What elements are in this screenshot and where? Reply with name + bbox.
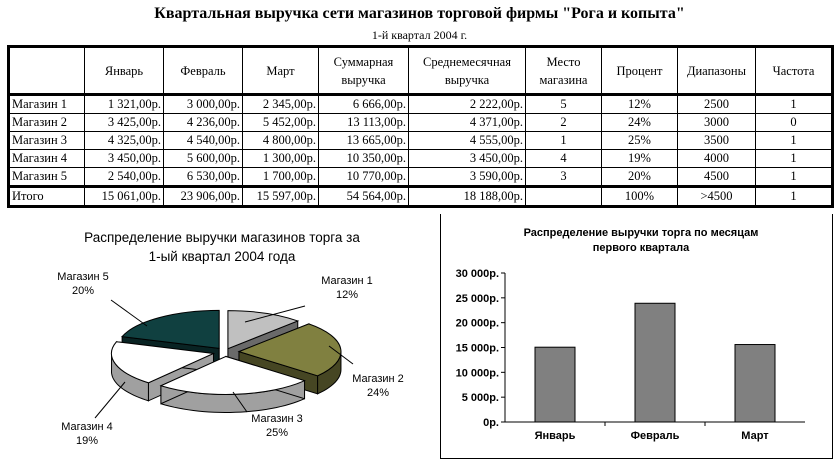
y-tick-label: 0р. (483, 417, 499, 429)
pie-chart-panel (7, 214, 437, 458)
table-row-cell: 6 666,00р. (319, 95, 409, 114)
table-row-cell: 5 600,00р. (164, 150, 243, 168)
table-row-cell: 6 530,00р. (164, 168, 243, 187)
pie-slice-name: Магазин 3 (251, 413, 303, 425)
table-row-cell: 3 000,00р. (164, 95, 243, 114)
bar-chart-panel (440, 214, 833, 459)
table-total-row-cell: 54 564,00р. (319, 187, 409, 207)
table-header-row-cell: Диапазоны (678, 47, 756, 95)
table-row-cell: 2500 (678, 95, 756, 114)
table-total-row-cell: 18 188,00р. (409, 187, 526, 207)
table-total-row-cell: 100% (602, 187, 678, 207)
y-tick-label: 10 000р. (455, 367, 499, 380)
table-header-row-cell: Место магазина (526, 47, 602, 95)
table-row-cell: 3000 (678, 114, 756, 132)
table-row-cell: 3500 (678, 132, 756, 150)
table-total-row-cell: 23 906,00р. (164, 187, 243, 207)
bar (735, 345, 775, 422)
table-row (9, 95, 833, 114)
table-row-cell: 1 700,00р. (243, 168, 319, 187)
table-header-row-cell: Февраль (164, 47, 243, 95)
table-row-cell: 2 222,00р. (409, 95, 526, 114)
table-total-row-cell: 1 (756, 187, 833, 207)
table-header-row-cell: Частота (756, 47, 833, 95)
table-total-row-cell (526, 187, 602, 207)
pie-leader-line (111, 300, 147, 326)
y-tick-label: 5 000р. (461, 392, 499, 405)
table-row (9, 132, 833, 150)
table-row-cell: 5 (526, 95, 602, 114)
table-row-cell: 4000 (678, 150, 756, 168)
table-header-row (9, 47, 833, 95)
table-row-cell: 1 (756, 168, 833, 187)
x-tick-label: Март (741, 430, 769, 442)
pie-slice-name: Магазин 4 (61, 421, 113, 433)
table-total-row-cell: >4500 (678, 187, 756, 207)
table-row-cell: Магазин 3 (9, 132, 85, 150)
table-header-row-cell (9, 47, 85, 95)
table-row-cell: 4 371,00р. (409, 114, 526, 132)
y-tick-label: 25 000р. (455, 292, 499, 305)
bar-title-line2: первого квартала (592, 242, 690, 254)
table-row-cell: 10 770,00р. (319, 168, 409, 187)
pie-slice-name: Магазин 1 (321, 275, 373, 287)
table-header-row-cell: Суммарная выручка (319, 47, 409, 95)
table-row-cell: 25% (602, 132, 678, 150)
bar (535, 347, 575, 422)
report-title: Квартальная выручка сети магазинов торговой фирмы "Рога и копыта" (154, 5, 685, 22)
table-row-cell: 4 800,00р. (243, 132, 319, 150)
table-row-cell: 1 (526, 132, 602, 150)
pie-slice-percent: 25% (265, 427, 289, 439)
table-header-row-cell: Среднемесячная выручка (409, 47, 526, 95)
pie-slice-name: Магазин 5 (57, 271, 109, 283)
table-row-cell: 1 321,00р. (85, 95, 164, 114)
table-header-row-cell: Процент (602, 47, 678, 95)
table-row-cell: 3 450,00р. (409, 150, 526, 168)
report-subtitle: 1-й квартал 2004 г. (371, 28, 468, 42)
pie-title-line1: Распределение выручки магазинов торга за (84, 230, 360, 245)
pie-slice-percent: 20% (71, 285, 95, 297)
pie-title-line2: 1-ый квартал 2004 года (148, 249, 296, 264)
table-row-cell: 4500 (678, 168, 756, 187)
table-row-cell: 2 540,00р. (85, 168, 164, 187)
table-row-cell: 1 (756, 132, 833, 150)
table-row-cell: 1 (756, 95, 833, 114)
table-row-cell: 4 (526, 150, 602, 168)
pie-chart (7, 214, 437, 458)
table-row-cell: 3 590,00р. (409, 168, 526, 187)
table-row-cell: Магазин 2 (9, 114, 85, 132)
table-row-cell: 2 345,00р. (243, 95, 319, 114)
table-row-cell: 12% (602, 95, 678, 114)
table-row-cell: 3 (526, 168, 602, 187)
table-header-row-cell: Январь (85, 47, 164, 95)
table-row-cell: 19% (602, 150, 678, 168)
y-tick-label: 15 000р. (455, 342, 499, 355)
table-row-cell: 5 452,00р. (243, 114, 319, 132)
table-total-row-cell: 15 597,00р. (243, 187, 319, 207)
table-row (9, 168, 833, 187)
table-row-cell: 10 350,00р. (319, 150, 409, 168)
table-row-cell: 13 113,00р. (319, 114, 409, 132)
pie-slice-percent: 24% (366, 387, 390, 399)
table-row-cell: 20% (602, 168, 678, 187)
bar-chart (441, 214, 832, 457)
table-header-row-cell: Март (243, 47, 319, 95)
table-row-cell: 4 555,00р. (409, 132, 526, 150)
y-tick-label: 20 000р. (455, 317, 499, 330)
pie-slice-percent: 12% (335, 289, 359, 301)
table-total-row-cell: Итого (9, 187, 85, 207)
table-row (9, 150, 833, 168)
table-row-cell: Магазин 5 (9, 168, 85, 187)
table-row (9, 114, 833, 132)
table-row-cell: 3 450,00р. (85, 150, 164, 168)
table-row-cell: 4 325,00р. (85, 132, 164, 150)
table-row-cell: 1 (756, 150, 833, 168)
x-tick-label: Февраль (630, 430, 680, 442)
table-row-cell: 24% (602, 114, 678, 132)
bar-title-line1: Распределение выручки торга по месяцам (523, 227, 759, 239)
table-row-cell: 4 236,00р. (164, 114, 243, 132)
x-tick-label: Январь (534, 430, 576, 442)
revenue-table (7, 45, 834, 208)
table-total-row-cell: 15 061,00р. (85, 187, 164, 207)
table-row-cell: 1 300,00р. (243, 150, 319, 168)
pie-slice-name: Магазин 2 (352, 373, 404, 385)
table-row-cell: Магазин 4 (9, 150, 85, 168)
table-total-row (9, 187, 833, 207)
y-tick-label: 30 000р. (455, 268, 499, 280)
table-row-cell: 4 540,00р. (164, 132, 243, 150)
table-row-cell: 2 (526, 114, 602, 132)
pie-leader-line (95, 382, 125, 418)
bar (635, 303, 675, 422)
table-row-cell: 3 425,00р. (85, 114, 164, 132)
table-row-cell: 13 665,00р. (319, 132, 409, 150)
table-row-cell: 0 (756, 114, 833, 132)
pie-slice-percent: 19% (75, 435, 99, 447)
table-row-cell: Магазин 1 (9, 95, 85, 114)
